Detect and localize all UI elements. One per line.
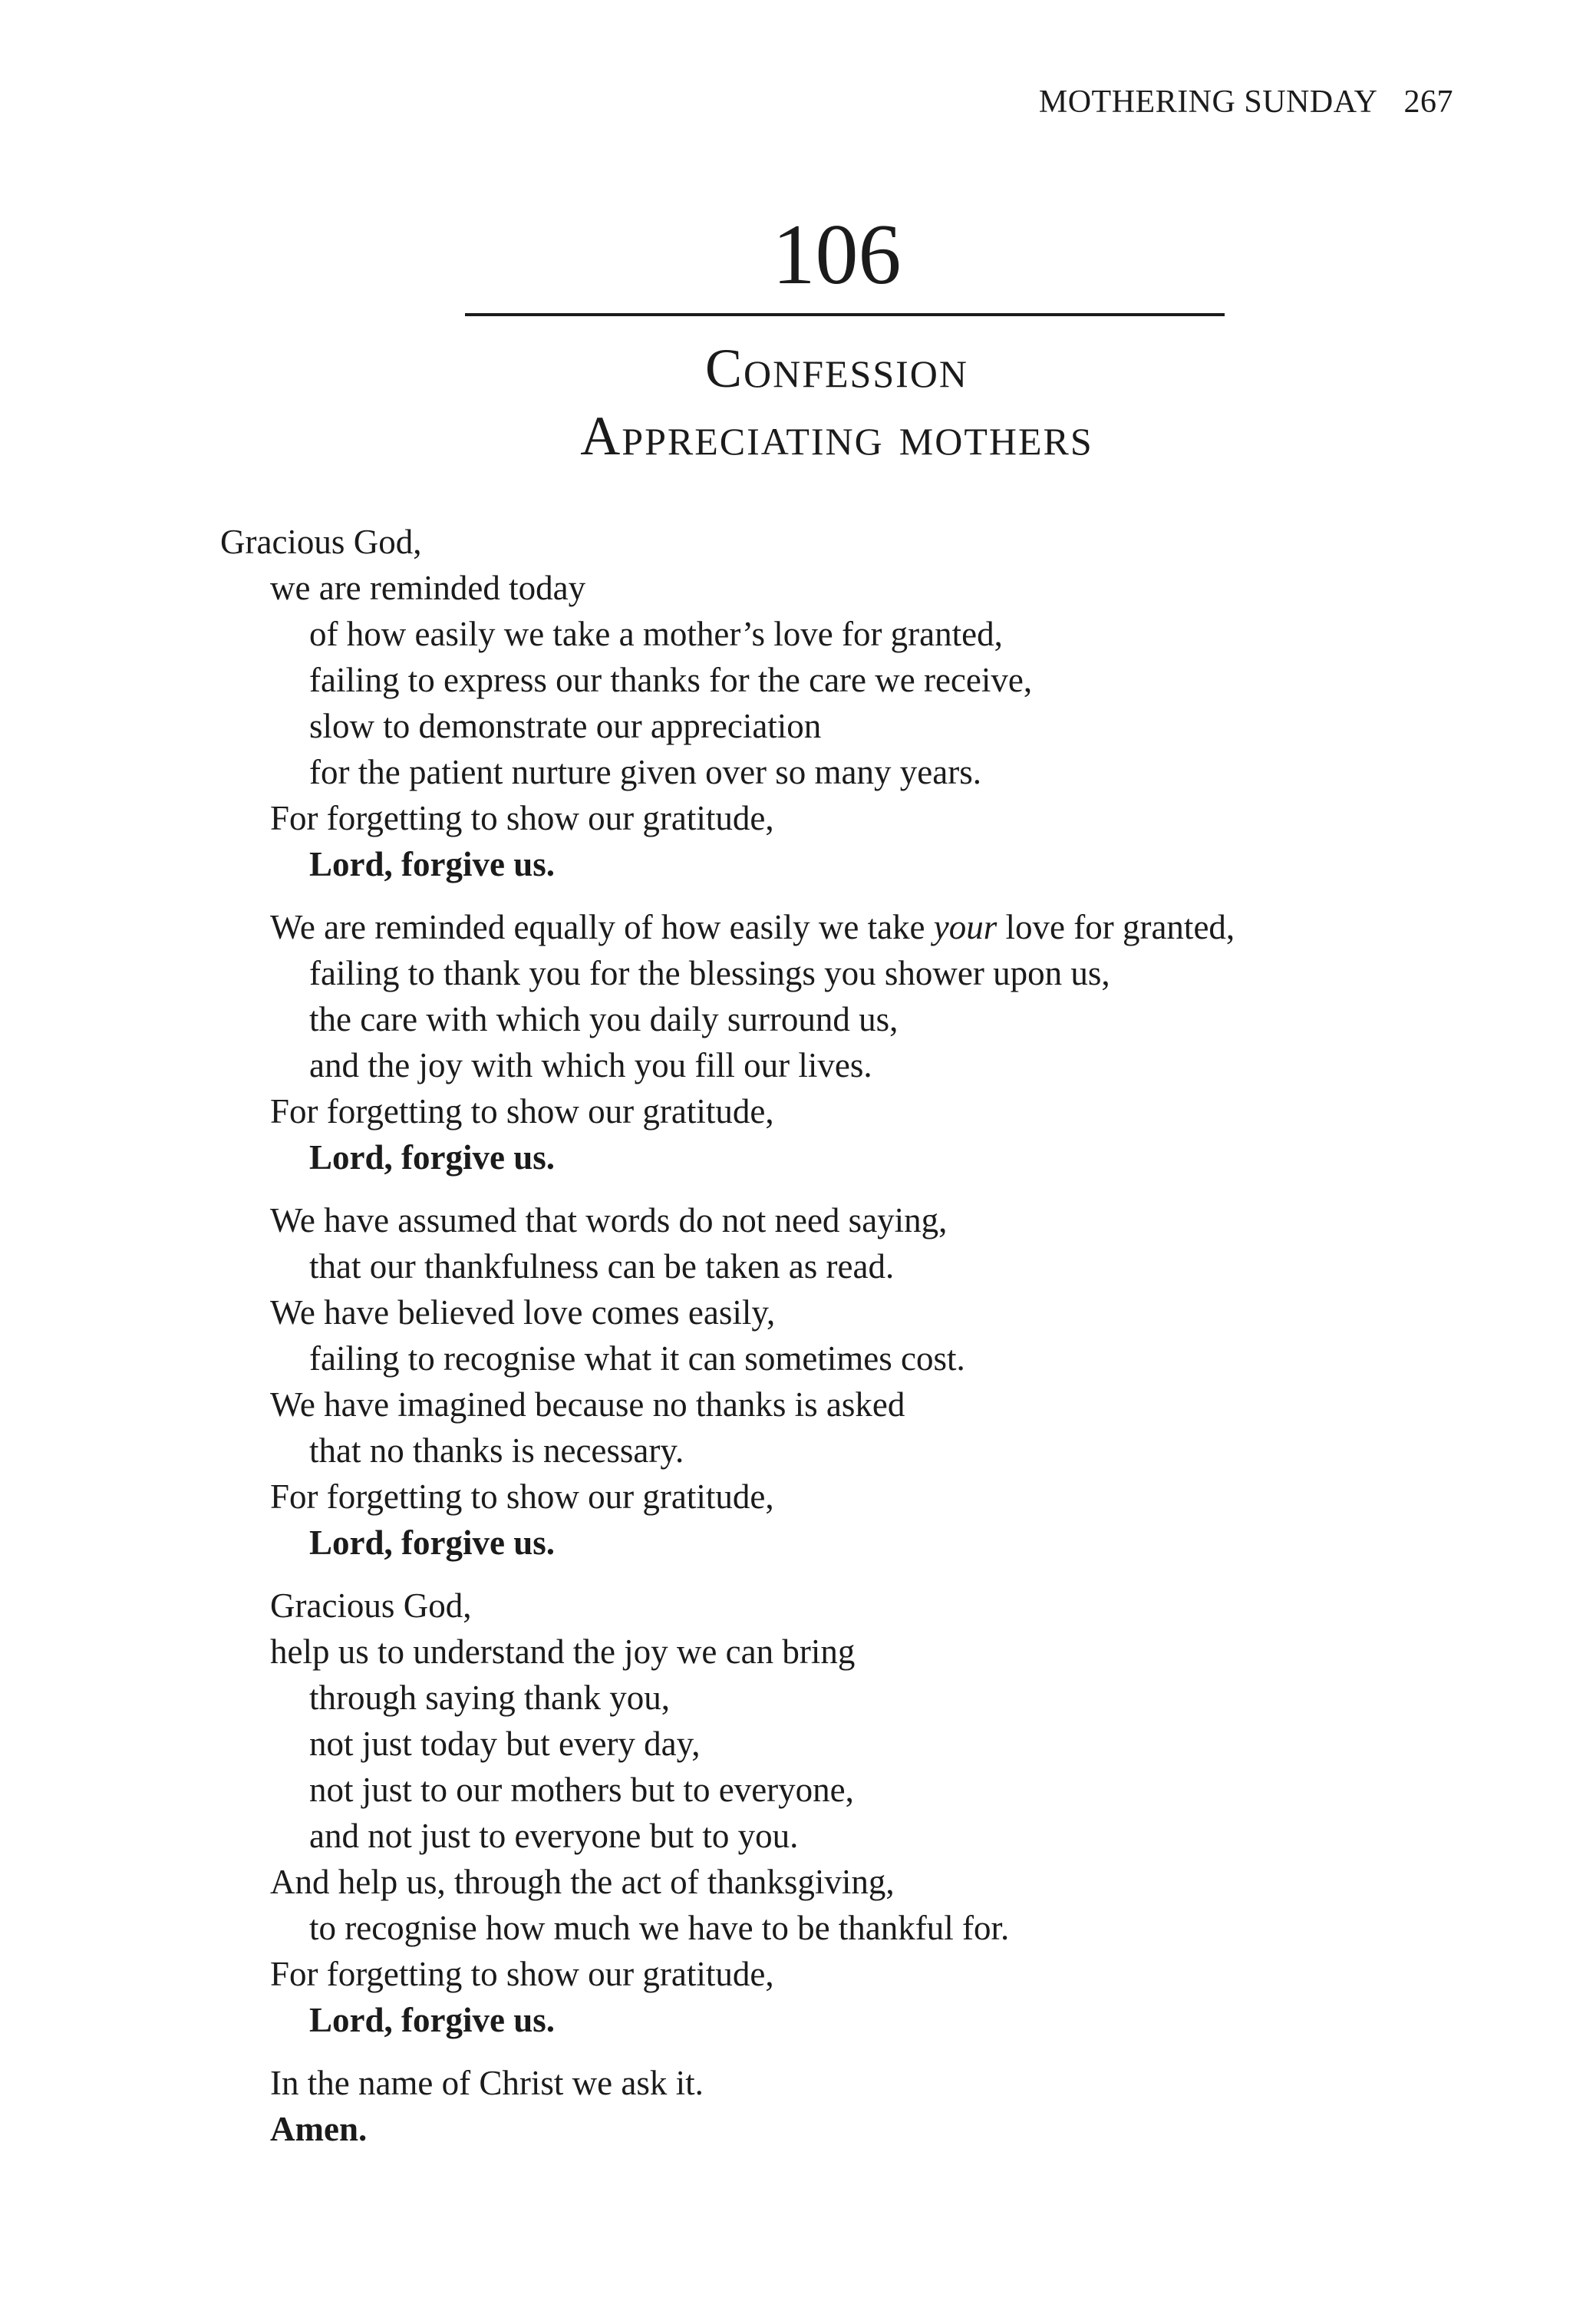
prayer-number: 106: [772, 207, 902, 302]
prayer-line: And help us, through the act of thanksgiving,: [270, 1863, 895, 1901]
prayer-line: the care with which you daily surround us,: [309, 1000, 899, 1038]
prayer-line: For forgetting to show our gratitude,: [270, 1955, 774, 1993]
prayer-line: Gracious God,: [220, 523, 422, 561]
prayer-line: For forgetting to show our gratitude,: [270, 1477, 774, 1516]
text-run: love for granted,: [997, 908, 1235, 946]
prayer-line: help us to understand the joy we can bring: [270, 1632, 856, 1671]
prayer-line: that our thankfulness can be taken as read.: [309, 1247, 895, 1286]
prayer-line: we are reminded today: [270, 569, 586, 607]
text-run: We are reminded equally of how easily we take: [270, 908, 934, 946]
emphasized-word: your: [933, 908, 998, 946]
prayer-line: and not just to everyone but to you.: [309, 1817, 799, 1855]
prayer-line: slow to demonstrate our appreciation: [309, 707, 822, 745]
prayer-line: Gracious God,: [270, 1586, 472, 1625]
congregation-response-line: Lord, forgive us.: [309, 1138, 555, 1177]
running-title: MOTHERING SUNDAY: [1038, 84, 1378, 120]
prayer-line: We have believed love comes easily,: [270, 1293, 776, 1332]
prayer-line: failing to express our thanks for the care we receive,: [309, 661, 1033, 699]
stanza: [220, 904, 1235, 1180]
running-header: [1039, 86, 1453, 118]
prayer-line: In the name of Christ we ask it.: [270, 2064, 704, 2102]
page-number: 267: [1403, 84, 1453, 120]
prayer-line: not just to our mothers but to everyone,: [309, 1771, 854, 1809]
prayer: [220, 519, 1235, 2169]
prayer-line: not just today but every day,: [309, 1725, 701, 1763]
prayer-line: failing to thank you for the blessings you shower upon us,: [309, 954, 1110, 992]
prayer-line: For forgetting to show our gratitude,: [270, 799, 774, 837]
stanza: [220, 1583, 1235, 2043]
congregation-response-line: Amen.: [270, 2110, 368, 2148]
section-divider-rule: [465, 313, 1225, 316]
prayer-line: failing to recognise what it can sometimes cost.: [309, 1339, 965, 1378]
prayer-line: and the joy with which you fill our lives.: [309, 1046, 872, 1084]
prayer-title-heading: Appreciating mothers: [580, 405, 1093, 467]
prayer-line: for the patient nurture given over so many years.: [309, 753, 981, 791]
prayer-line: to recognise how much we have to be thankful for.: [309, 1909, 1010, 1947]
congregation-response-line: Lord, forgive us.: [309, 2001, 555, 2039]
prayer-category-heading: Confession: [704, 338, 969, 399]
prayer-line: For forgetting to show our gratitude,: [270, 1092, 774, 1131]
stanza: [220, 519, 1235, 887]
prayer-line: that no thanks is necessary.: [309, 1431, 684, 1470]
congregation-response-line: Lord, forgive us.: [309, 1523, 555, 1562]
prayer-line: We have imagined because no thanks is asked: [270, 1385, 905, 1424]
stanza: [220, 1197, 1235, 1566]
stanza: [220, 2060, 1235, 2152]
prayer-line: of how easily we take a mother’s love for granted,: [309, 615, 1003, 653]
prayer-line: We have assumed that words do not need saying,: [270, 1201, 948, 1239]
prayer-line: [270, 904, 1235, 950]
prayer-line: through saying thank you,: [309, 1678, 670, 1717]
congregation-response-line: Lord, forgive us.: [309, 845, 555, 883]
